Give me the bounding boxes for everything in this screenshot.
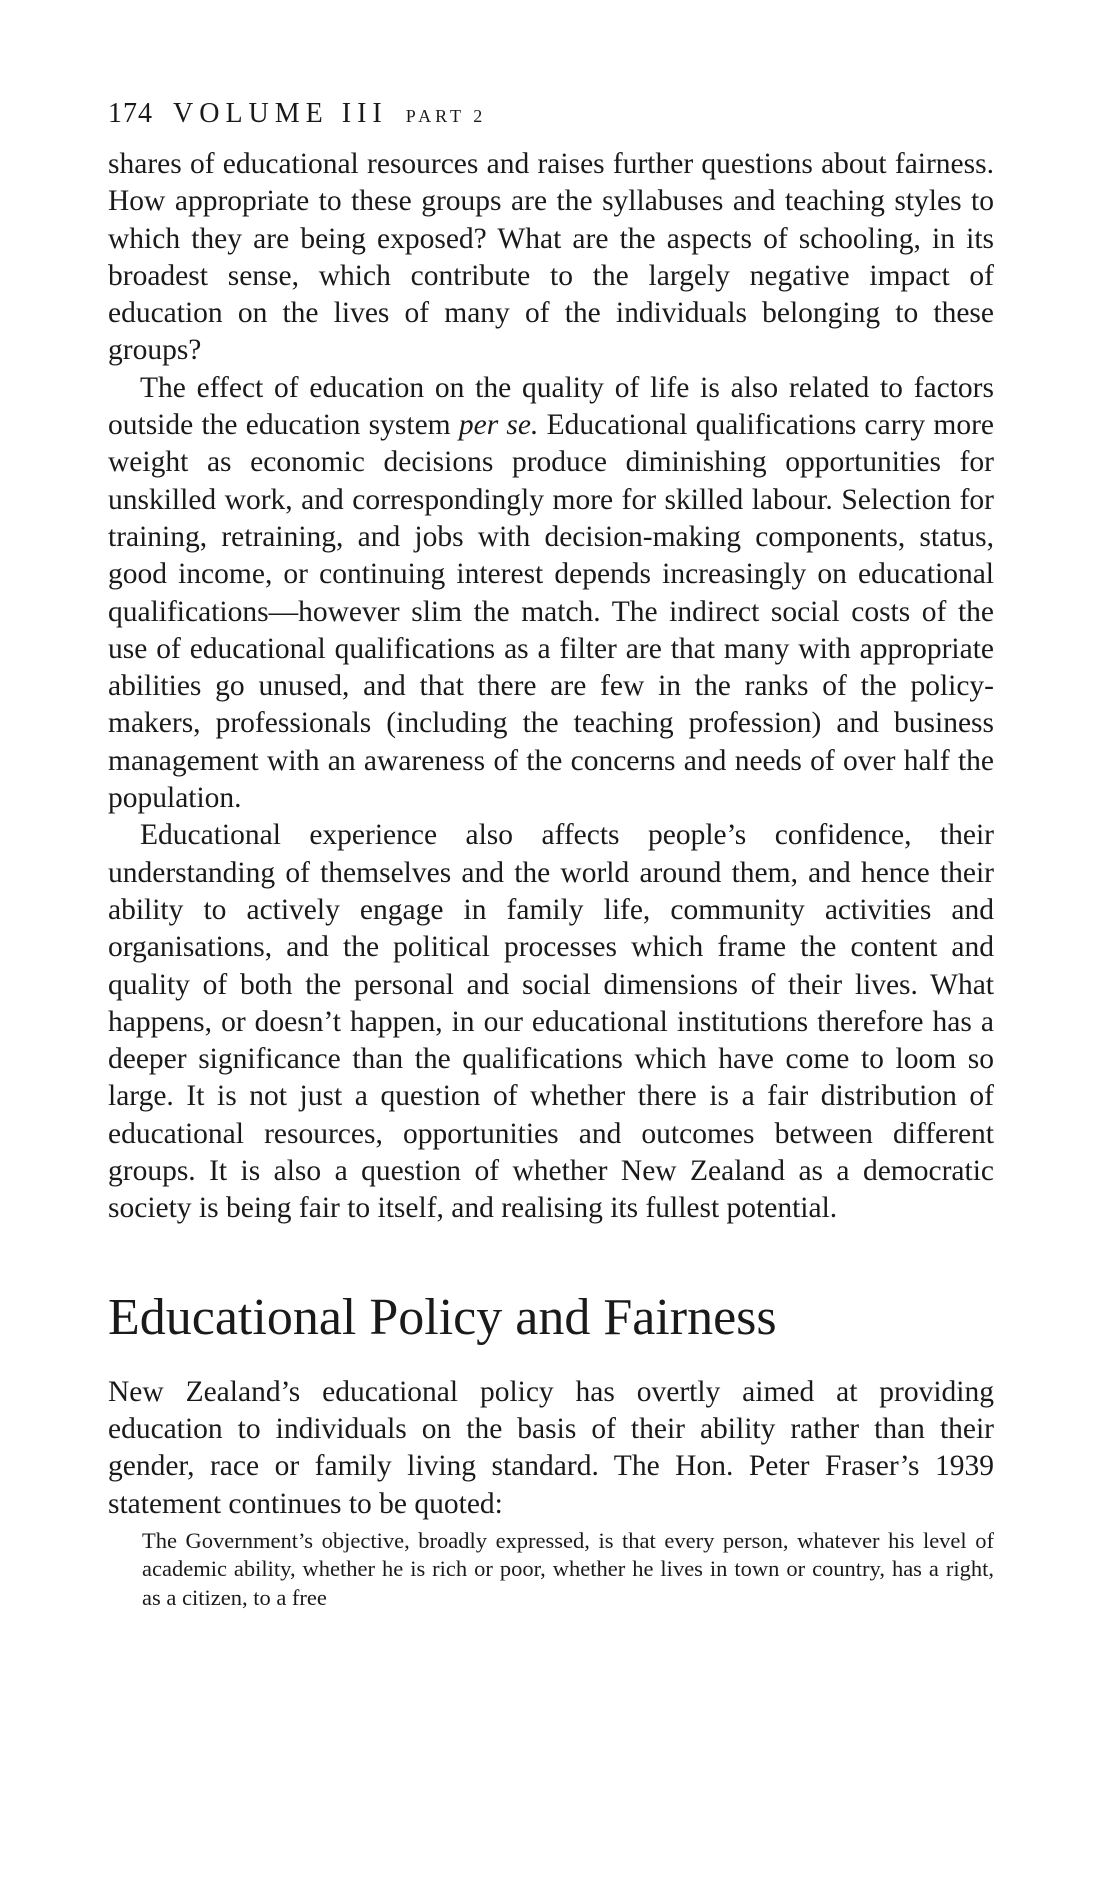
block-quote: The Government’s objective, broadly expressed, is that every person, whatever his level of academic ability, whether he is rich or poor, whether he lives in town or country, has a right, as a citizen, to a free	[142, 1527, 994, 1610]
volume-label: VOLUME III	[173, 98, 388, 129]
section-heading: Educational Policy and Fairness	[108, 1288, 777, 1346]
body-paragraph-1: shares of educational resources and raises further questions about fairness. How appropriate to these groups are the syllabuses and teaching styles to which they are being exposed? What are the aspects of schooling, in its broadest sense, which contribute to the largely negative impact of education on the lives of many of the individuals belonging to these groups?	[108, 148, 994, 367]
body-paragraph-2	[108, 370, 994, 818]
page-number: 174	[108, 98, 153, 129]
body-paragraph-2-end: Educational qualifications carry more weight as economic decisions produce diminishing opportunities for unskilled work, and correspondingly more for skilled labour. Selection for training, retraining, and jobs with decision-making components, status, good income, or continuing interest depends increasingly on educational qualifications—however slim the match. The indirect social costs of the use of educational qualifications as a filter are that many with appropriate abilities go unused, and that there are few in the ranks of the policy-makers, professionals (including the teaching profession) and business management with an awareness of the concerns and needs of over half the population.	[108, 409, 994, 815]
document-page	[108, 96, 994, 1612]
part-label: PART 2	[405, 106, 487, 126]
running-head	[108, 96, 994, 134]
section-paragraph-1: New Zealand’s educational policy has overtly aimed at providing education to individuals on the basis of their ability rather than their gender, race or family living standard. The Hon. Peter Fraser’s 1939 statement continues to be quoted:	[108, 1375, 994, 1520]
body-paragraph-3: Educational experience also affects people’s confidence, their understanding of themselves and the world around them, and hence their ability to actively engage in family life, community activities and organisations, and the political processes which frame the content and quality of both the personal and social dimensions of their lives. What happens, or doesn’t happen, in our educational institutions therefore has a deeper significance than the qualifications which have come to loom so large. It is not just a question of whether there is a fair distribution of educational resources, opportunities and outcomes between different groups. It is also a question of whether New Zealand as a democratic society is being fair to itself, and realising its fullest potential.	[108, 819, 994, 1225]
body-paragraph-2-start: The effect of education on the quality of life is also related to factors outside the education system	[108, 371, 994, 442]
body-paragraph-2-italic: per se.	[458, 409, 539, 442]
